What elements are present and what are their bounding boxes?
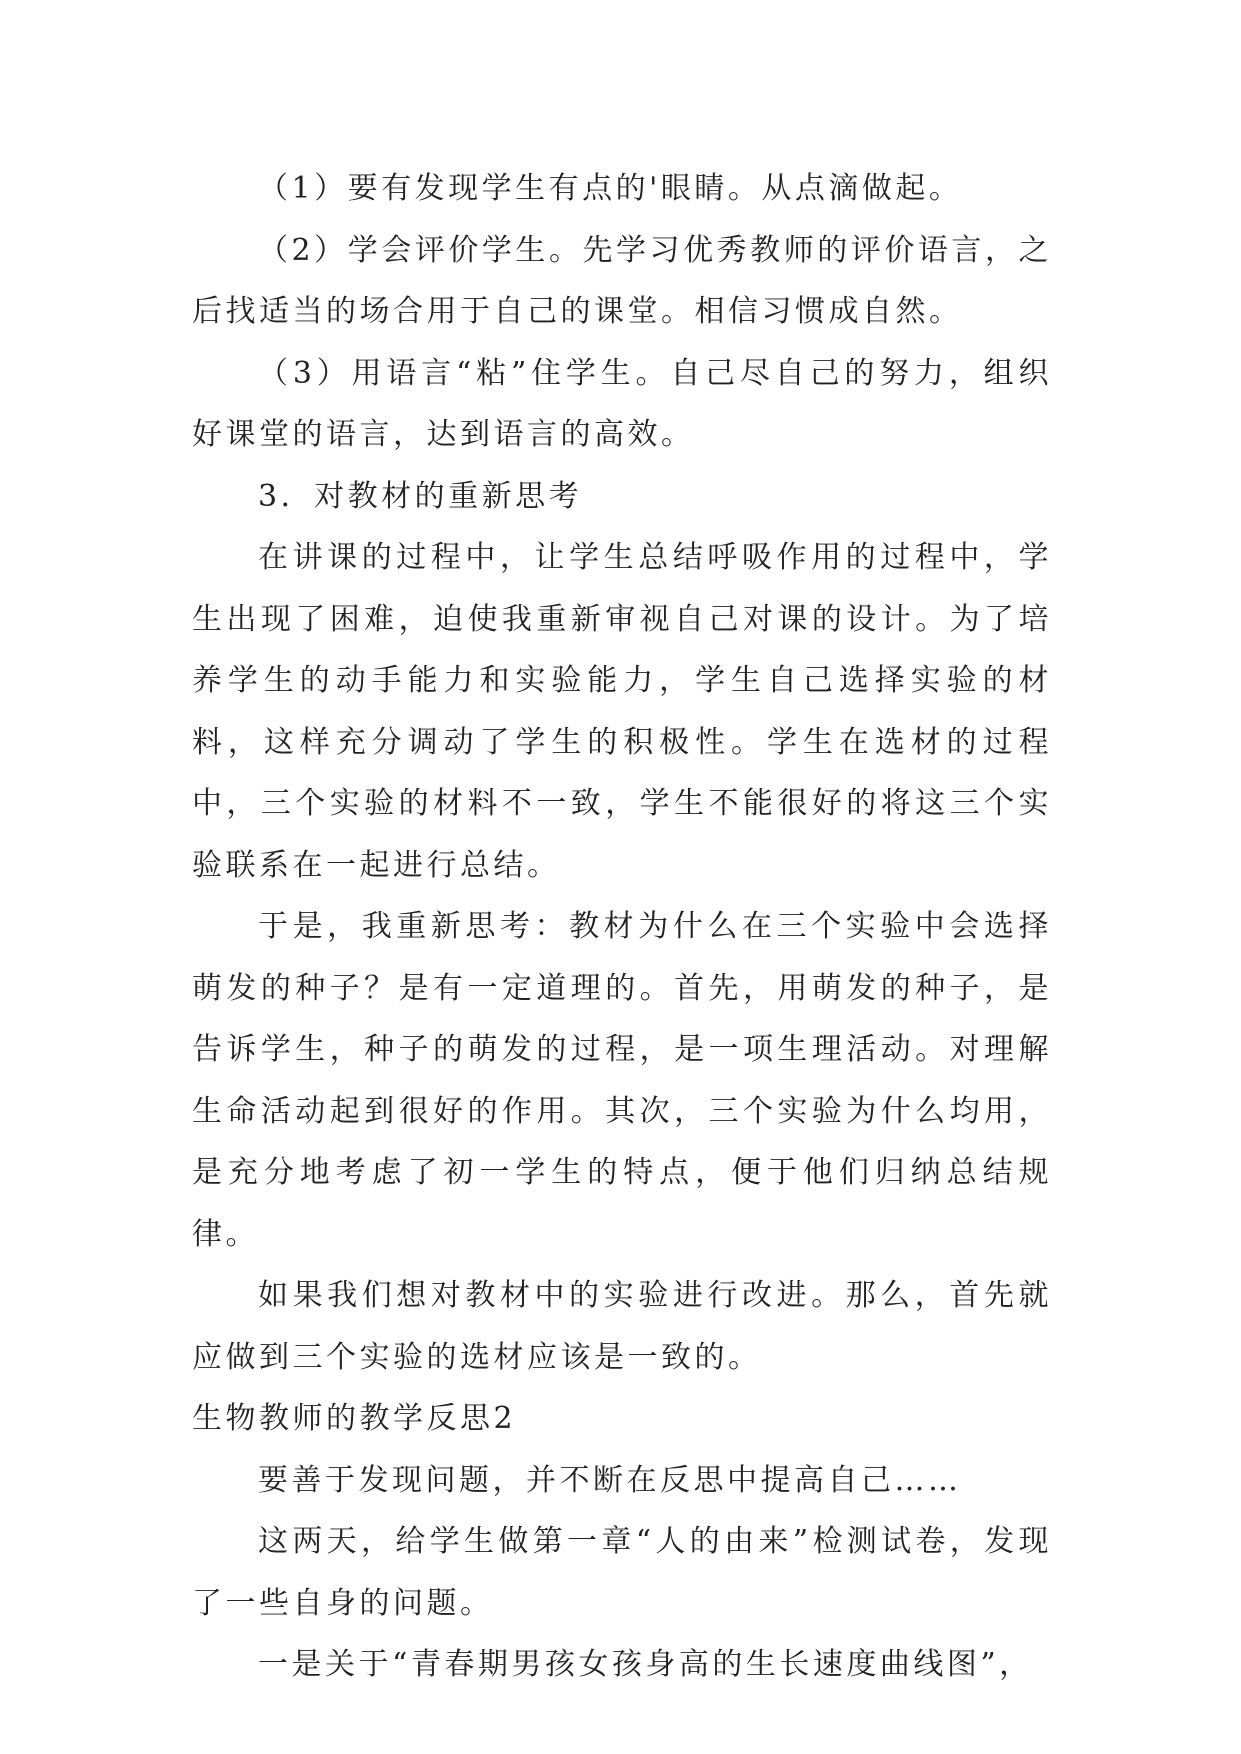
- document-body: [192, 158, 1052, 1696]
- section-heading-3: 3．对教材的重新思考: [258, 478, 583, 514]
- paragraph-point-3: （3）用语言“粘”住学生。自己尽自己的努力，组织好课堂的语言，达到语言的高效。: [192, 355, 1052, 452]
- paragraph-growth-curve: 一是关于“青春期男孩女孩身高的生长速度曲线图”，: [258, 1647, 1033, 1682]
- paragraph-point-1: （1）要有发现学生有点的'眼睛。从点滴做起。: [258, 171, 963, 206]
- paragraph-test-paper: 这两天，给学生做第一章“人的由来”检测试卷，发现了一些自身的问题。: [192, 1524, 1052, 1621]
- paragraph-rethinking: 于是，我重新思考：教材为什么在三个实验中会选择萌发的种子？是有一定道理的。首先，用萌发的种子，是告诉学生，种子的萌发的过程，是一项生理活动。对理解生命活动起到很好的作用。其次，三个实验为什么均用，是充分地考虑了初一学生的特点，便于他们归纳总结规律。: [192, 909, 1052, 1252]
- article-title-2: 生物教师的教学反思2: [192, 1401, 517, 1436]
- paragraph-lecture-process: 在讲课的过程中，让学生总结呼吸作用的过程中，学生出现了困难，迫使我重新审视自己对课的设计。为了培养学生的动手能力和实验能力，学生自己选择实验的材料，这样充分调动了学生的积极性。学生在选材的过程中，三个实验的材料不一致，学生不能很好的将这三个实验联系在一起进行总结。: [192, 540, 1052, 883]
- paragraph-point-2: （2）学会评价学生。先学习优秀教师的评价语言，之后找适当的场合用于自己的课堂。相信习惯成自然。: [192, 232, 1052, 329]
- paragraph-find-problems: 要善于发现问题，并不断在反思中提高自己……: [258, 1462, 962, 1498]
- paragraph-improvement: 如果我们想对教材中的实验进行改进。那么，首先就应做到三个实验的选材应该是一致的。: [192, 1278, 1052, 1375]
